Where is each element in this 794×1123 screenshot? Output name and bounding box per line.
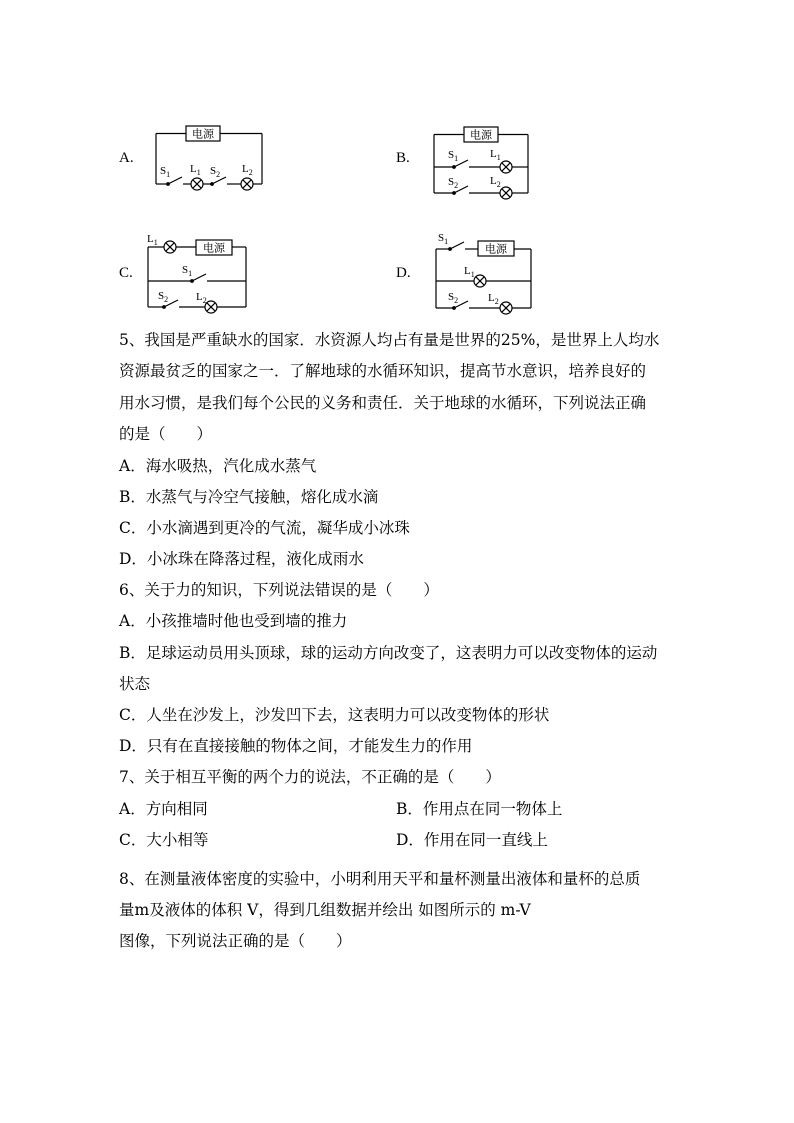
q6-option-a[interactable]: A．小孩推墙时他也受到墙的推力 (119, 612, 348, 630)
power-source-label: 电源 (192, 127, 214, 141)
power-source-label: 电源 (470, 128, 492, 142)
svg-text:S2: $S_2$ (158, 290, 169, 304)
svg-text:L1: $L_1$ (464, 265, 475, 279)
q4-circuit-a[interactable] (150, 122, 270, 201)
q5-stem-line-4: 的是（ ） (119, 425, 213, 443)
svg-text:S2: $S_2$ (448, 291, 459, 305)
q4-option-b-label[interactable]: B. (396, 150, 410, 166)
q8-stem-line-3: 图像，下列说法正确的是（ ） (119, 932, 352, 950)
svg-text:S2: $S_2$ (210, 165, 221, 179)
q6-stem: 6、关于力的知识，下列说法错误的是（ ） (119, 581, 439, 599)
q5-option-c[interactable]: C．小水滴遇到更冷的气流，凝华成小冰珠 (119, 519, 410, 537)
q4-option-c-label[interactable]: C. (119, 265, 133, 281)
q4-circuit-d[interactable] (430, 228, 540, 324)
q4-option-a-label[interactable]: A. (119, 150, 134, 166)
q5-stem-line-1: 5、我国是严重缺水的国家．水资源人均占有量是世界的25%，是世界上人均水 (119, 331, 660, 349)
q4-circuit-c[interactable] (140, 228, 260, 322)
svg-text:L2: $L_2$ (490, 175, 501, 189)
svg-text:S2: $S_2$ (448, 176, 459, 190)
q7-option-b[interactable]: B．作用点在同一物体上 (396, 800, 563, 818)
svg-text:L1: $L_1$ (490, 148, 501, 162)
q5-option-d[interactable]: D．小冰珠在降落过程，液化成雨水 (119, 550, 364, 568)
q5-stem-line-2: 资源最贫乏的国家之一．了解地球的水循环知识，提高节水意识，培养良好的 (119, 362, 647, 380)
q8-stem-line-1: 8、在测量液体密度的实验中，小明利用天平和量杯测量出液体和量杯的总质 (119, 870, 641, 888)
q5-stem-line-3: 用水习惯，是我们每个公民的义务和责任．关于地球的水循环，下列说法正确 (119, 394, 647, 412)
q4-circuit-b[interactable] (428, 125, 538, 204)
q5-option-a[interactable]: A．海水吸热，汽化成水蒸气 (119, 457, 317, 475)
power-source-label: 电源 (485, 242, 507, 256)
svg-text:L1: $L_1$ (147, 233, 158, 247)
q6-option-c[interactable]: C．人坐在沙发上，沙发凹下去，这表明力可以改变物体的形状 (119, 706, 550, 724)
q6-option-d[interactable]: D．只有在直接接触的物体之间，才能发生力的作用 (119, 737, 473, 755)
svg-text:L2: $L_2$ (488, 292, 499, 306)
q6-option-b-continued[interactable]: 状态 (119, 675, 151, 693)
q7-stem: 7、关于相互平衡的两个力的说法，不正确的是（ ） (119, 768, 501, 786)
q7-option-a[interactable]: A．方向相同 (119, 800, 208, 818)
q5-option-b[interactable]: B．水蒸气与冷空气接触，熔化成水滴 (119, 488, 379, 506)
q7-option-d[interactable]: D．作用在同一直线上 (396, 831, 548, 849)
q7-option-c[interactable]: C．大小相等 (119, 831, 209, 849)
power-source-label: 电源 (203, 241, 225, 255)
q4-option-d-label[interactable]: D. (396, 265, 411, 281)
q8-stem-line-2: 量m及液体的体积 V，得到几组数据并绘出 如图所示的 m-V (119, 901, 531, 919)
svg-text:L2: $L_2$ (242, 163, 253, 177)
svg-text:S1: $S_1$ (160, 165, 171, 179)
svg-text:L2: $L_2$ (196, 291, 207, 305)
svg-text:S1: $S_1$ (448, 149, 459, 163)
svg-text:S1: $S_1$ (182, 264, 193, 278)
svg-text:S1: $S_1$ (438, 232, 449, 246)
svg-text:L1: $L_1$ (190, 163, 201, 177)
q6-option-b[interactable]: B．足球运动员用头顶球，球的运动方向改变了，这表明力可以改变物体的运动 (119, 644, 658, 662)
